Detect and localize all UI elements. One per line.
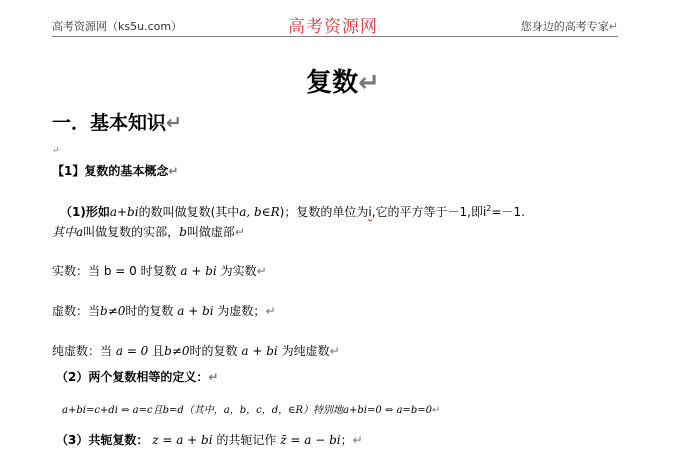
conjugate-line: （3）共轭复数： z = a + bi 的共轭记作 z̄ = a − bi；↵ xyxy=(56,433,363,447)
page-header xyxy=(52,14,618,37)
document-title: 复数↵ xyxy=(306,68,380,98)
header-slogan: 您身边的高考专家↵ xyxy=(520,20,618,33)
pure-imaginary-line: 纯虚数：当 a = 0 且b≠0时的复数 a + bi 为纯虚数↵ xyxy=(52,344,340,358)
subsection-basic-concept: 【1】复数的基本概念↵ xyxy=(52,164,179,178)
section-heading: 一．基本知识↵ xyxy=(52,112,182,134)
imaginary-number-line: 虚数：当b≠0时的复数 a + bi 为虚数；↵ xyxy=(52,304,276,318)
equality-formula: a+bi=c+di ⇔ a=c且b=d（其中，a，b，c，d，∈R）特别地a+bi=0 ⇔ a=b=0↵ xyxy=(62,405,441,416)
definition-paragraph-cont: 其中a叫做复数的实部，b叫做虚部↵ xyxy=(52,225,245,239)
header-logo: 高考资源网 xyxy=(288,17,378,37)
real-number-line: 实数：当 b = 0 时复数 a + bi 为实数↵ xyxy=(52,264,267,278)
equality-heading: （2）两个复数相等的定义：↵ xyxy=(56,370,219,384)
definition-paragraph: （1)形如a+bi的数叫做复数(其中a, b∈R)；复数的单位为i,它的平方等于－1,即$i^2=-1$. xyxy=(60,204,525,219)
header-source: 高考资源网（ks5u.com） xyxy=(52,20,183,33)
paragraph-mark: ↵ xyxy=(52,146,60,156)
